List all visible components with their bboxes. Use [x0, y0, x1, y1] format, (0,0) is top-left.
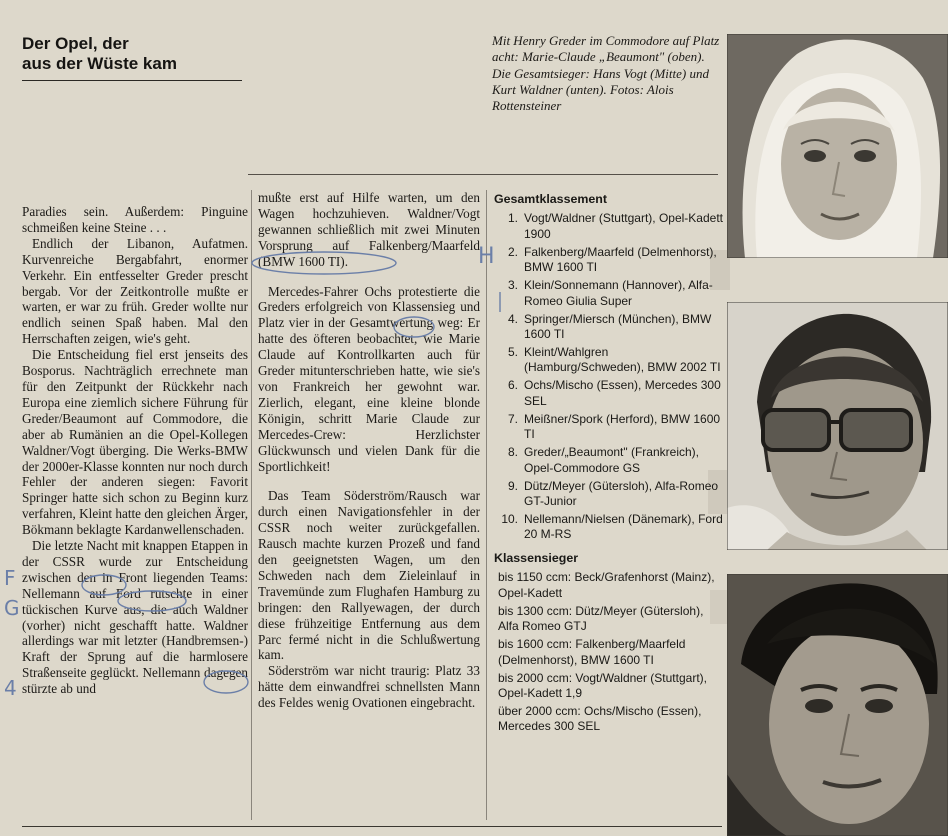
- class-winner-row: über 2000 ccm: Ochs/Mischo (Essen), Mercedes 300 SEL: [498, 703, 702, 734]
- result-text: Ochs/Mischo (Essen), Mercedes 300 SEL: [524, 378, 721, 408]
- pen-mark-g: G: [4, 596, 20, 620]
- photo-caption: Mit Henry Greder im Commodore auf Platz acht: Marie-Claude „Beaumont" (oben). Die Gesamtsieger: Hans Vogt (Mitte) und Kurt Waldner (unten). Fotos: Alois Rottensteiner: [492, 33, 720, 114]
- result-text: Nellemann/Nielsen (Dänemark), Ford 20 M-RS: [524, 512, 723, 542]
- col2-paragraph-2: Mercedes-Fahrer Ochs protestierte die Greders erfolgreich von Klassensieg und Platz vier in der Gesamtwertung weg: Er hatte des öfteren beobachtet, wie Marie Claude auf Kontrollkarten auch für Greder mitunterschrieben hatte, wie sie's von Frankreich her gewohnt war. Zierlich, elegant, eine kleine blonde Königin, schritt Marie Claude zur Mercedes-Crew: Herzlichster Glückwunsch und vielen Dank für die Sportlichkeit!: [258, 283, 480, 474]
- result-text: Meißner/Spork (Herford), BMW 1600 TI: [524, 411, 721, 442]
- headline-line-1: Der Opel, der: [22, 34, 129, 53]
- class-winner-row: bis 2000 ccm: Vogt/Waldner (Stuttgart), Opel-Kadett 1,9: [498, 670, 707, 700]
- headline-line-2: aus der Wüste kam: [22, 54, 177, 73]
- pen-mark-f: F: [4, 566, 16, 590]
- class-winners-heading: Klassensieger: [494, 550, 579, 565]
- result-rank: 1.: [507, 211, 518, 226]
- result-text: Kleint/Wahlgren (Hamburg/Schweden), BMW 2002 TI: [524, 345, 721, 375]
- result-rank: 4.: [507, 311, 518, 326]
- result-rank: 8.: [507, 445, 518, 460]
- pen-mark-4: 4: [4, 676, 17, 700]
- col1-paragraph-4: Die letzte Nacht mit knappen Etappen in der CSSR wurde zur Entscheidung zwischen den in Front liegenden Teams: Nellemann auf Ford rutschte in einer tückischen Kurve aus, die auch Waldner (vorher) nicht geschafft hatte. Waldner allerdings war mit letzter (Handbremsen-) Kraft der Sprung auf die harmlosere Straßenseite geglückt. Nellemann dagegen stürzte ab und: [22, 538, 248, 697]
- result-rank: 2.: [507, 244, 518, 259]
- result-text: Dütz/Meyer (Gütersloh), Alfa-Romeo GT-Junior: [524, 478, 719, 509]
- class-winner-row: bis 1300 ccm: Dütz/Meyer (Gütersloh), Alfa Romeo GTJ: [498, 603, 704, 634]
- result-text: Klein/Sonnemann (Hannover), Alfa-Romeo Giulia Super: [524, 278, 713, 308]
- col1-paragraph-3: Die Entscheidung fiel erst jenseits des Bosporus. Nachträglich errechnete man für den Zeitpunkt der Rückkehr nach Europa eine ziemlich sichere Führung für Greder/Beaumont auf Commodore, die aber ab Rumänien an die Opel-Kollegen Waldner/Vogt überging. Die Werks-BMW der 2000er-Klasse konnten nur noch durch Fehler der anderen siegen: Favorit Springer hatte sich schon zu Beginn kurz verfahren, Kleint hatte den gleichen Ärger, Bökmann beklagte Kardanwellenschaden.: [22, 347, 248, 538]
- result-rank: 5.: [507, 345, 518, 360]
- col2-paragraph-4: Söderström war nicht traurig: Platz 33 hätte dem einwandfrei schnellsten Mann des Feldes wenig Ovationen eingebracht.: [258, 663, 480, 711]
- col2-paragraph-3: Das Team Söderström/Rausch war durch einen Navigationsfehler in der CSSR noch weiter zurückgefallen. Rausch machte kurzen Prozeß und fand den geeignetsten Wagen, um den Schweden nach dem Zieleinlauf in Travemünde zum Flughafen Hamburg zu bringen: den Rallyewagen, der durch diese frühzeitige Entfernung aus dem Parc fermé nicht in die Schlußwertung kam.: [258, 488, 480, 663]
- result-rank: 3.: [507, 278, 518, 293]
- result-rank: 7.: [507, 411, 518, 426]
- result-rank: 9.: [507, 478, 518, 493]
- col2-paragraph-1: mußte erst auf Hilfe warten, um den Wagen hochzuhieven. Waldner/Vogt gewannen schließlich mit zwei Minuten Vorsprung auf Falkenberg/Maarfeld (BMW 1600 TI).: [258, 190, 480, 269]
- result-text: Springer/Miersch (München), BMW 1600 TI: [524, 311, 712, 342]
- pen-mark-h: H: [478, 244, 495, 269]
- class-winner-row: bis 1150 ccm: Beck/Grafenhorst (Mainz), Opel-Kadett: [498, 570, 715, 600]
- result-rank: 10.: [501, 512, 518, 527]
- overall-heading: Gesamtklassement: [494, 192, 607, 206]
- result-text: Vogt/Waldner (Stuttgart), Opel-Kadett 1900: [524, 211, 723, 241]
- col1-paragraph-2: Endlich der Libanon, Aufatmen. Kurvenreiche Bergabfahrt, enormer Verkehr. Ein entfesselter Greder prescht bergab. Vor der Zeitkontrolle mußte er warten, er war zu früh. Greder wollte nur endlich seinen Spaß haben. Mal den Herrschaften zeigen, wie's geht.: [22, 235, 248, 347]
- bottom-rule: [22, 826, 722, 827]
- result-text: Greder/„Beaumont" (Frankreich), Opel-Commodore GS: [524, 445, 699, 475]
- class-winner-row: bis 1600 ccm: Falkenberg/Maarfeld (Delmenhorst), BMW 1600 TI: [498, 637, 686, 667]
- col1-paragraph-1: Paradies sein. Außerdem: Pinguine schmeißen keine Steine . . .: [22, 204, 248, 235]
- result-rank: 6.: [507, 378, 518, 393]
- result-text: Falkenberg/Maarfeld (Delmenhorst), BMW 1600 TI: [524, 244, 717, 275]
